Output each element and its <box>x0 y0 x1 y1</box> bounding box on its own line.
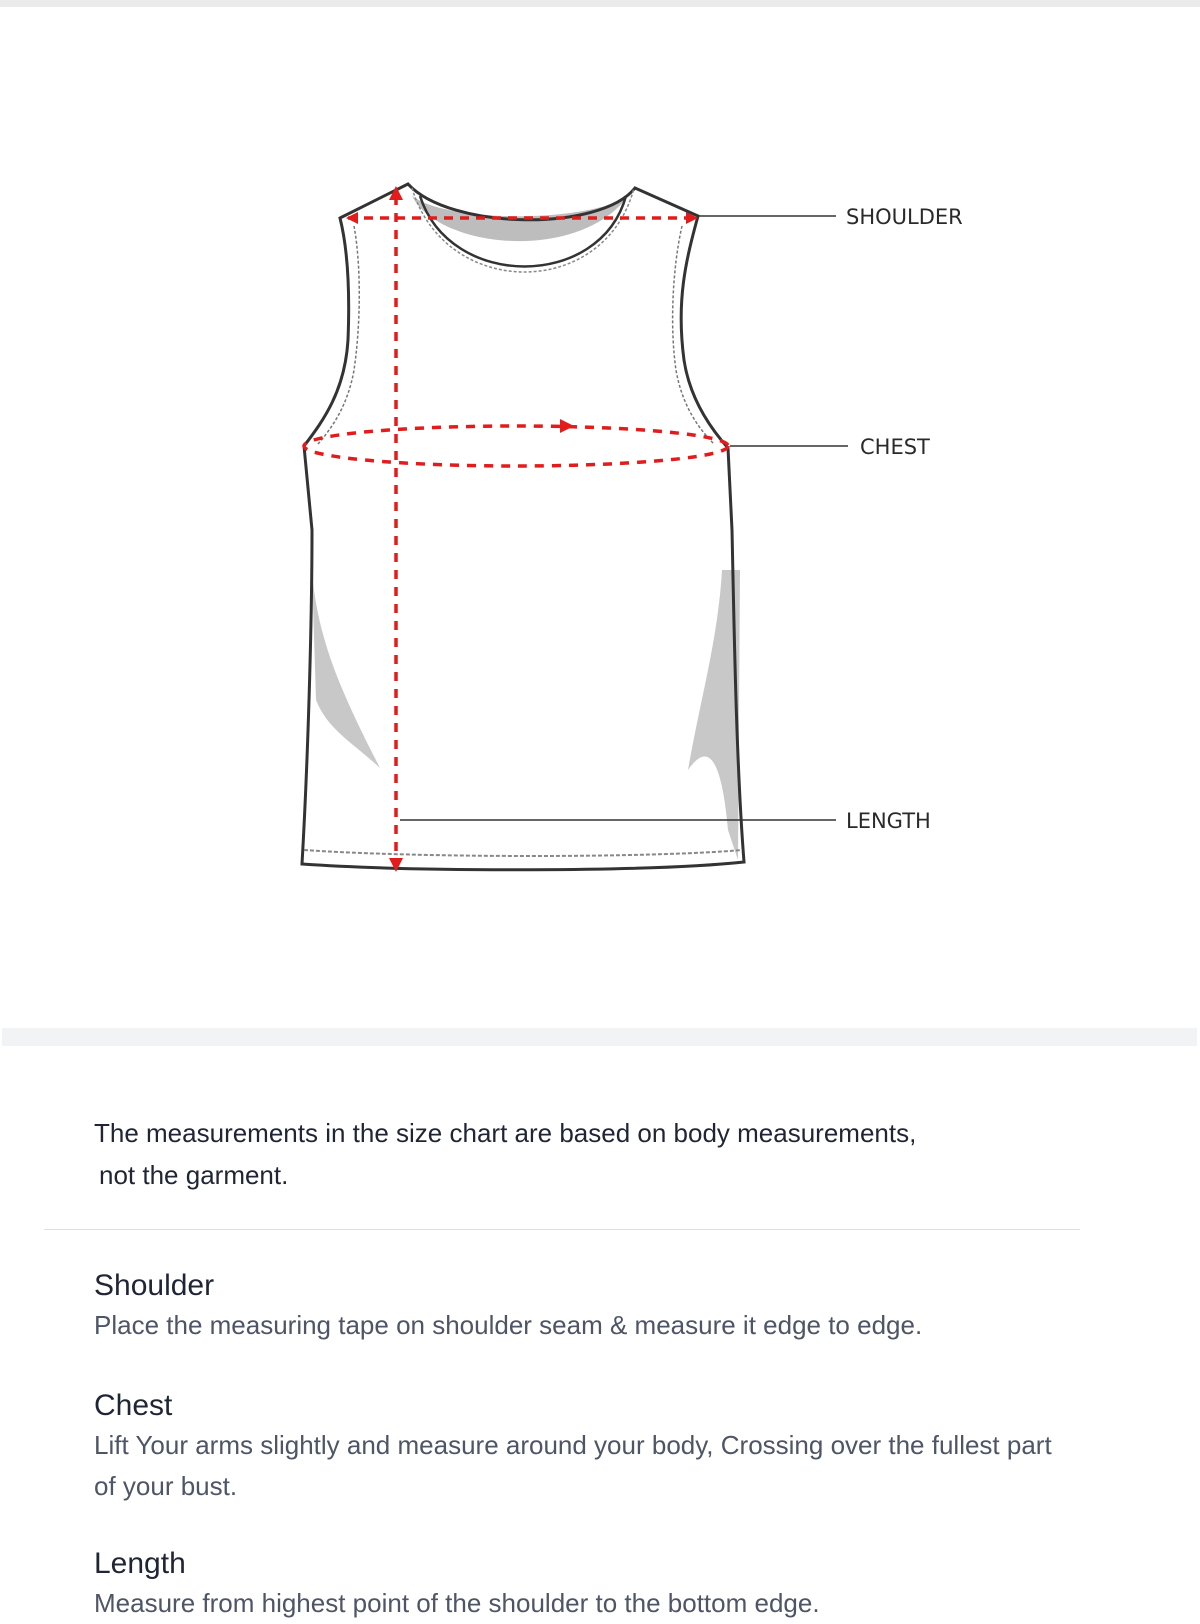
measurement-note-line-1: The measurements in the size chart are based on body measurements, <box>94 1118 917 1148</box>
chest-title: Chest <box>94 1389 173 1422</box>
chest-measure-loop <box>304 426 728 466</box>
section-band <box>2 1028 1197 1046</box>
armhole-stitch-right <box>673 226 714 444</box>
hem-stitch <box>304 850 742 856</box>
right-side-shadow <box>688 570 740 860</box>
content-divider <box>44 1229 1080 1230</box>
measurement-note-line-2: not the garment. <box>99 1160 289 1190</box>
chest-arrow <box>560 419 574 433</box>
shoulder-description: Place the measuring tape on shoulder seam & measure it edge to edge. <box>94 1310 923 1340</box>
chest-section <box>94 1387 1074 1507</box>
left-side-shadow <box>312 572 380 768</box>
shoulder-title: Shoulder <box>94 1269 215 1302</box>
length-title: Length <box>94 1547 186 1580</box>
shoulder-section <box>94 1267 1074 1346</box>
measurement-note <box>94 1112 994 1196</box>
armhole-stitch-left <box>318 226 359 444</box>
length-description: Measure from highest point of the shoulder to the bottom edge. <box>94 1588 820 1618</box>
shoulder-label: SHOULDER <box>846 205 963 229</box>
tank-top-outline <box>302 184 744 870</box>
chest-description: Lift Your arms slightly and measure around your body, Crossing over the fullest part of your bust. <box>94 1430 1052 1501</box>
length-label: LENGTH <box>846 809 931 833</box>
chest-label: CHEST <box>860 435 930 459</box>
length-section <box>94 1545 1074 1624</box>
